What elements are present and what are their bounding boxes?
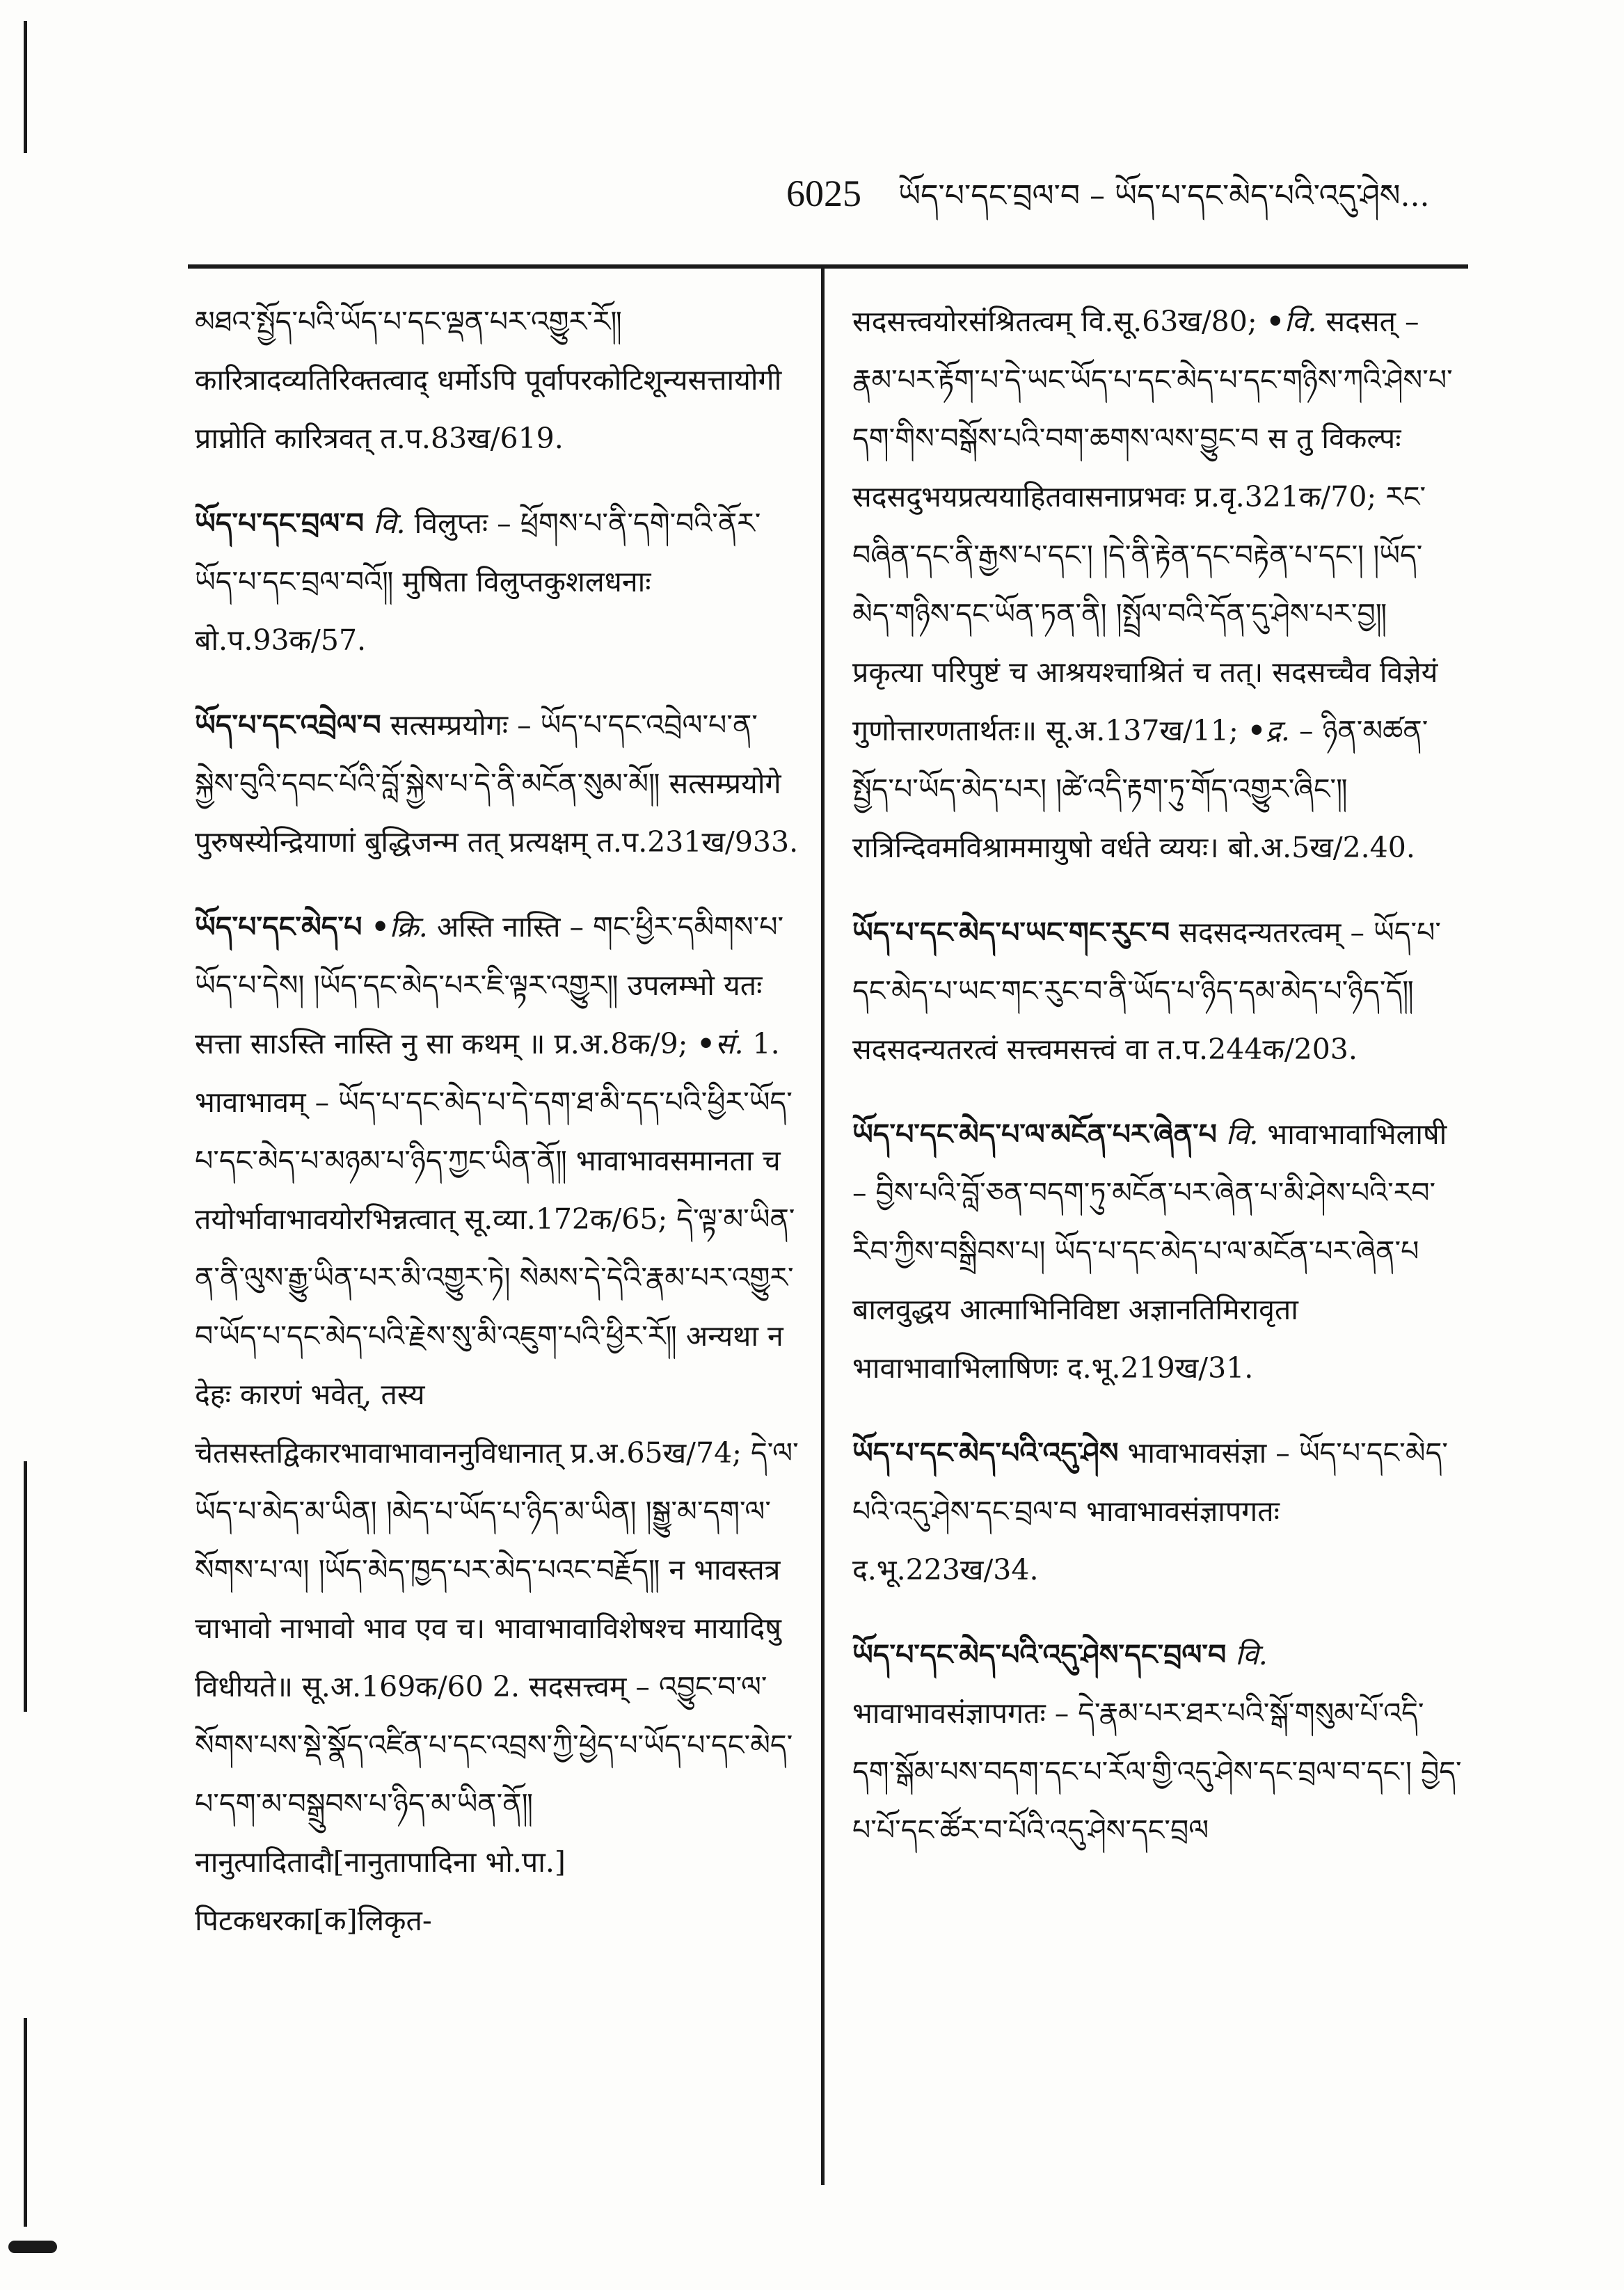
left-column: [195, 292, 800, 1976]
sense-bullet: •: [1247, 714, 1266, 747]
entry-lemma: ཡོད་པ་དང་མེད་པའི་འདུ་ཤེས་དང་བྲལ་བ: [852, 1638, 1227, 1671]
entry-body: भावाभावाभिलाषी – བྱིས་པའི་བློ་ཅན་བདག་ཏུ་མངོན་པར་ཞེན་པ་མི་ཤེས་པའི་རབ་རིབ་ཀྱིས་བསྒྲིབས་པ། ཡོད་པ་དང་མེད་པ་ལ་མངོན་པར་ཞེན་པ बालवुद्धय आत्माभिनिविष्टा अज्ञानतिमिरावृता भावाभावाभिलाषिणः द.भू.219ख/31.: [852, 1118, 1447, 1385]
page-header: [786, 161, 1482, 248]
column-divider: [821, 264, 825, 2185]
entry-body: 2. सदसत्त्वम् – འབྱུང་བ་ལ་སོགས་པས་སྡེ་སྣོད་འཛིན་པ་དང་འབྲས་ཀྱི་ཕྱེད་པ་ཡོད་པ་དང་མེད་པ་དག་མ་བསྒྲུབས་པ་ཉིད་མ་ཡིན་ནོ༎ नानुत्पादितादौ[नानुतापादिना भो.पा.] पिटकधरका[क]लिकृत-: [195, 1670, 793, 1937]
header-rule: [188, 264, 1468, 269]
dictionary-entry: [195, 696, 800, 871]
entry-body: अस्ति नास्ति – གང་ཕྱིར་དམིགས་པ་ཡོད་པ་དེས། །ཡོད་དང་མེད་པར་ཇི་ལྟར་འགྱུར༎ उपलम्भो यतः सत्ता साऽस्ति नास्ति नु सा कथम् ॥ प्र.अ.8क/9;: [195, 910, 784, 1060]
entry-body: सदसत् – རྣམ་པར་རྟོག་པ་དེ་ཡང་ཡོད་པ་དང་མེད་པ་དང་གཉིས་ཀའི་ཤེས་པ་དག་གིས་བསྒོས་པའི་བག་ཆགས་ལས་བྱུང་བ स तु विकल्पः सदसदुभयप्रत्ययाहितवासनाप्रभवः प्र.वृ.321क/70; རང་བཞིན་དང་ནི་རྒྱས་པ་དང་། །དེ་ནི་རྟེན་དང་བརྟེན་པ་དང་། །ཡོད་མེད་གཉིས་དང་ཡོན་ཏན་ནི། །སྤྲོལ་བའི་དོན་དུ་ཤེས་པར་བྱ༎ प्रकृत्या परिपुष्टं च आश्रयश्चाश्रितं च तत्। सदसच्चैव विज्ञेयं गुणोत्तारणतार्थतः॥ सू.अ.137ख/11;: [852, 305, 1453, 747]
entry-body: सत्सम्प्रयोगः – ཡོད་པ་དང་འབྲེལ་པ་ན་སྐྱེས་བུའི་དབང་པོའི་བློ་སྐྱེས་པ་དེ་ནི་མངོན་སུམ་མོ༎ सत्सम्प्रयोगे पुरुषस्येन्द्रियाणां बुद्धिजन्म तत् प्रत्यक्षम् त.प.231ख/933.: [195, 708, 799, 859]
grammar-label: द्र.: [1266, 714, 1290, 747]
grammar-label: वि.: [373, 507, 406, 540]
entry-body: विलुप्तः – ཕྲོགས་པ་ནི་དགེ་བའི་ནོར་ཡོད་པ་དང་བྲལ་བའོ༎ मुषिता विलुप्तकुशलधनाः बो.प.93क/57.: [195, 507, 761, 657]
scan-edge-mark-mid: [24, 1461, 27, 1712]
right-column: [852, 292, 1465, 1886]
entry-lemma: ཡོད་པ་དང་མེད་པ་ཡང་གང་རུང་བ: [852, 916, 1170, 949]
binding-blot: [8, 2241, 57, 2253]
dictionary-entry: [195, 898, 800, 1950]
entry-lemma: ཡོད་པ་དང་འབྲེལ་བ: [195, 708, 381, 742]
entry-body: सदसदन्यतरत्वम् – ཡོད་པ་དང་མེད་པ་ཡང་གང་རུང་བ་ནི་ཡོད་པ་ཉིད་དམ་མེད་པ་ཉིད་དོ༎ सदसदन्यतरत्वं सत्त्वमसत्त्वं वा त.प.244क/203.: [852, 916, 1441, 1066]
dictionary-entry: [195, 494, 800, 669]
dictionary-entry: [852, 903, 1465, 1079]
entry-body: सदसत्त्वयोरसंश्रितत्वम् वि.सू.63ख/80;: [852, 305, 1257, 338]
grammar-label: वि.: [1284, 305, 1317, 338]
dictionary-entry: [852, 1424, 1465, 1599]
entry-lemma: ཡོད་པ་དང་མེད་པ་ལ་མངོན་པར་ཞེན་པ: [852, 1118, 1217, 1151]
dictionary-entry: [852, 1105, 1465, 1397]
continuation-text: [852, 292, 1465, 877]
entry-lemma: ཡོད་པ་དང་མེད་པའི་འདུ་ཤེས: [852, 1436, 1119, 1470]
grammar-label: क्रि.: [389, 910, 428, 944]
sense-bullet: •: [371, 910, 390, 944]
grammar-label: वि.: [1235, 1638, 1268, 1671]
sense-bullet: •: [696, 1027, 715, 1060]
entry-body: མཐའ་སྤྱོད་པའི་ཡོད་པ་དང་ལྡན་པར་འགྱུར་རོ༎ कारित्रादव्यतिरिक्तत्वाद् धर्मोऽपि पूर्वापरकोटिशून्यसत्तायोगी प्राप्नोति कारित्रवत् त.प.83ख/619.: [195, 305, 782, 455]
grammar-label: वि.: [1225, 1118, 1259, 1151]
entry-body: भावाभावसंज्ञा – ཡོད་པ་དང་མེད་པའི་འདུ་ཤེས་དང་བྲལ་བ भावाभावसंज्ञापगतः द.भू.223ख/34.: [852, 1436, 1448, 1587]
entry-body: 1. भावाभावम् – ཡོད་པ་དང་མེད་པ་དེ་དག་ཐ་མི་དད་པའི་ཕྱིར་ཡོད་པ་དང་མེད་པ་མཉམ་པ་ཉིད་ཀྱང་ཡིན་ནོ༎ भावाभावसमानता च तयोर्भावाभावयोरभिन्नत्वात् सू.व्या.172क/65; དེ་ལྟ་མ་ཡིན་ན་ནི་ལུས་རྒྱུ་ཡིན་པར་མི་འགྱུར་ཏེ། སེམས་དེ་དེའི་རྣམ་པར་འགྱུར་བ་ཡོད་པ་དང་མེད་པའི་རྗེས་སུ་མི་འཇུག་པའི་ཕྱིར་རོ༎ अन्यथा न देहः कारणं भवेत्, तस्य चेतसस्तद्विकारभावाभावाननुविधानात् प्र.अ.65ख/74; དེ་ལ་ཡོད་པ་མེད་མ་ཡིན། །མེད་པ་ཡོད་པ་ཉིད་མ་ཡིན། །སྒྱུ་མ་དག་ལ་སོགས་པ་ལ། །ཡོད་མེད་ཁྱད་པར་མེད་པའང་བརྗོད༎ न भावस्तत्र चाभावो नाभावो भाव एव च। भावाभावाविशेषश्च मायादिषु विधीयते॥ सू.अ.169क/60: [195, 1027, 799, 1703]
sense-bullet: •: [1266, 305, 1284, 338]
scan-edge-mark-top: [24, 21, 27, 153]
page-number: 6025: [786, 173, 861, 214]
entry-lemma: ཡོད་པ་དང་མེད་པ: [195, 910, 363, 944]
entry-lemma: ཡོད་པ་དང་བྲལ་བ: [195, 507, 365, 540]
entry-body: भावाभावसंज्ञापगतः – དེ་རྣམ་པར་ཐར་པའི་སྒོ་གསུམ་པོ་འདི་དག་སྒོམ་པས་བདག་དང་པ་རོལ་གྱི་འདུ་ཤེས་དང་བྲལ་བ་དང་། བྱེད་པ་པོ་དང་ཚོར་བ་པོའི་འདུ་ཤེས་དང་བྲལ: [852, 1696, 1462, 1847]
continuation-text: [195, 292, 800, 468]
grammar-label: सं.: [715, 1027, 744, 1060]
headword-range: ཡོད་པ་དང་བྲལ་བ – ཡོད་པ་དང་མེད་པའི་འདུ་ཤེས...: [898, 178, 1430, 214]
dictionary-entry: [852, 1625, 1465, 1859]
entry-body: – ཉིན་མཚན་སྤྱོད་པ་ཡོད་མེད་པར། །ཚེ་འདི་རྟག་ཏུ་གོད་འགྱུར་ཞིང་༎ रात्रिन्दिवमविश्राममायुषो वर्धते व्ययः। बो.अ.5ख/2.40.: [852, 714, 1428, 864]
scan-edge-mark-bottom: [24, 2018, 27, 2227]
